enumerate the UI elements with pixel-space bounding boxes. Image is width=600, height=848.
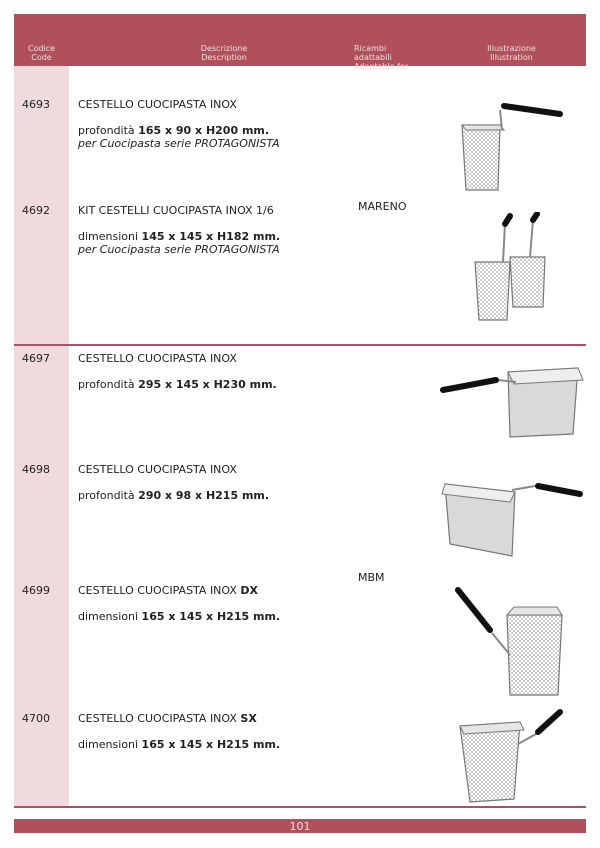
item-dimensions: dimensioni 145 x 145 x H182 mm.	[78, 230, 281, 243]
header-ill-en: Illustration	[490, 53, 533, 62]
header-code-en: Code	[31, 53, 52, 62]
header-code	[14, 44, 69, 62]
item-code: 4699	[22, 584, 50, 597]
header-desc-en: Description	[201, 53, 247, 62]
item-description	[78, 98, 280, 150]
header-code-it: Codice	[27, 44, 56, 53]
header-illustration	[469, 44, 554, 62]
item-title: CESTELLO CUOCIPASTA INOX DX	[78, 584, 259, 597]
adaptable-brand: MARENO	[358, 200, 407, 213]
header-description	[154, 44, 294, 62]
basket-dx-illustration	[452, 585, 567, 700]
basket-sx-illustration	[452, 704, 567, 804]
item-code: 4700	[22, 712, 50, 725]
table-header	[14, 14, 586, 71]
item-description	[78, 712, 280, 751]
header-adaptable	[354, 44, 424, 71]
item-description	[78, 463, 269, 502]
item-code: 4693	[22, 98, 50, 111]
item-title: CESTELLO CUOCIPASTA INOX	[78, 352, 237, 365]
code-column	[14, 66, 69, 808]
item-code: 4698	[22, 463, 50, 476]
page-footer	[14, 819, 586, 833]
adaptable-brand: MBM	[358, 571, 385, 584]
item-title: KIT CESTELLI CUOCIPASTA INOX 1/6	[78, 204, 274, 217]
item-title: CESTELLO CUOCIPASTA INOX SX	[78, 712, 257, 725]
item-dimensions: profondità 290 x 98 x H215 mm.	[78, 489, 270, 502]
item-dimensions: profondità 295 x 145 x H230 mm.	[78, 378, 277, 391]
section-divider	[14, 806, 586, 808]
basket-illustration	[452, 100, 567, 195]
item-note: per Cuocipasta serie PROTAGONISTA	[78, 243, 280, 256]
item-description	[78, 584, 280, 623]
basket-kit-illustration	[465, 212, 575, 327]
item-code: 4697	[22, 352, 50, 365]
page-number: 101	[289, 820, 311, 833]
item-description	[78, 204, 280, 256]
header-desc-it: Descrizione	[200, 44, 248, 53]
item-dimensions: dimensioni 165 x 145 x H215 mm.	[78, 738, 281, 751]
item-title: CESTELLO CUOCIPASTA INOX	[78, 98, 237, 111]
section-divider	[14, 344, 586, 346]
item-description	[78, 352, 277, 391]
basket-illustration	[440, 474, 585, 559]
item-dimensions: profondità 165 x 90 x H200 mm.	[78, 124, 270, 137]
item-note: per Cuocipasta serie PROTAGONISTA	[78, 137, 280, 150]
item-dimensions: dimensioni 165 x 145 x H215 mm.	[78, 610, 281, 623]
header-adapt-it: Ricambi adattabili	[354, 44, 392, 62]
header-ill-it: Illustrazione	[487, 44, 536, 53]
header-adapt-en: Adaptable for	[354, 62, 409, 71]
item-title: CESTELLO CUOCIPASTA INOX	[78, 463, 237, 476]
basket-illustration	[438, 362, 586, 442]
item-code: 4692	[22, 204, 50, 217]
